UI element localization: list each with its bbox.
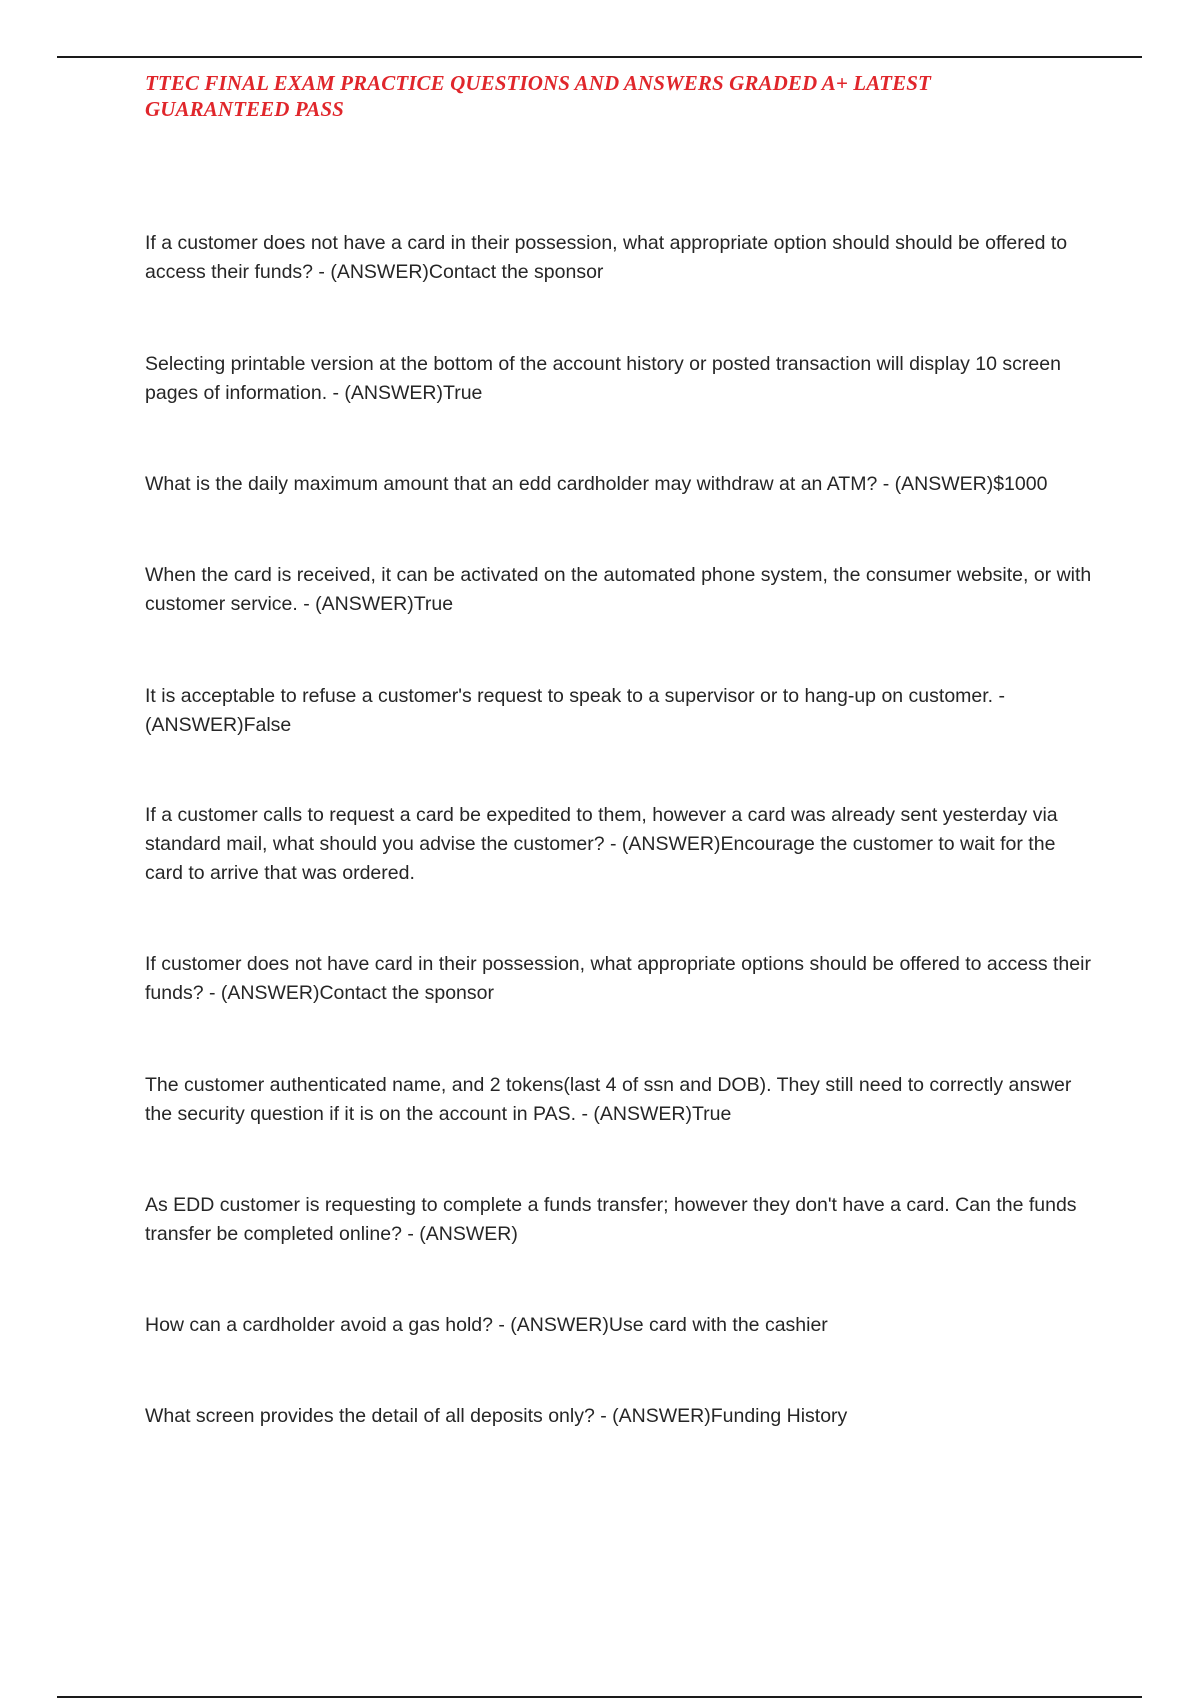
qa-item: When the card is received, it can be activated on the automated phone system, the consumer website, or with customer service. - (ANSWER)True [145, 564, 1092, 615]
qa-item: If a customer calls to request a card be expedited to them, however a card was already sent yesterday via standard mail, what should you advise the customer? - (ANSWER)Encourage the customer to wait for the card to arrive that was ordered. [145, 804, 1058, 884]
qa-item: If a customer does not have a card in their possession, what appropriate option should should be offered to access their funds? - (ANSWER)Contact the sponsor [145, 232, 1068, 283]
footer-rule [57, 1696, 1142, 1698]
qa-item: How can a cardholder avoid a gas hold? - (ANSWER)Use card with the cashier [145, 1314, 828, 1336]
qa-item: What screen provides the detail of all deposits only? - (ANSWER)Funding History [145, 1405, 848, 1427]
qa-item: It is acceptable to refuse a customer's request to speak to a supervisor or to hang-up on customer. - (ANSWER)False [145, 685, 1005, 736]
qa-item: If customer does not have card in their possession, what appropriate options should be offered to access their funds? - (ANSWER)Contact the sponsor [145, 953, 1091, 1004]
qa-item: As EDD customer is requesting to complete a funds transfer; however they don't have a card. Can the funds transfer be completed online? - (ANSWER) [145, 1194, 1077, 1245]
qa-item: What is the daily maximum amount that an edd cardholder may withdraw at an ATM? - (ANSWER)$1000 [145, 473, 1048, 495]
qa-item: The customer authenticated name, and 2 tokens(last 4 of ssn and DOB). They still need to correctly answer the security question if it is on the account in PAS. - (ANSWER)True [145, 1074, 1072, 1125]
header-rule [57, 56, 1142, 58]
qa-item: Selecting printable version at the bottom of the account history or posted transaction will display 10 screen pages of information. - (ANSWER)True [145, 353, 1061, 404]
document-title: TTEC FINAL EXAM PRACTICE QUESTIONS AND ANSWERS GRADED A+ LATEST GUARANTEED PASS [145, 71, 931, 121]
